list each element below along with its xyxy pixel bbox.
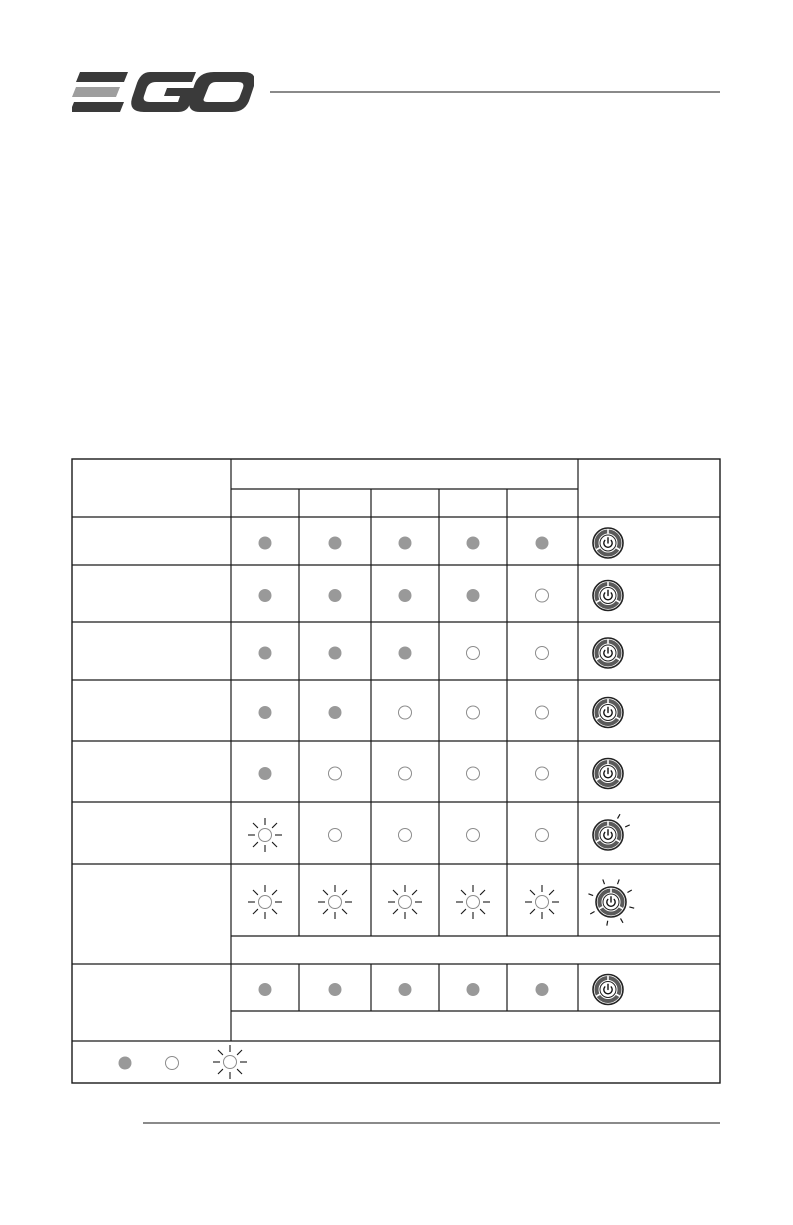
row-5-led-4-off-icon xyxy=(467,767,480,780)
row-2-led-3-on-icon xyxy=(399,589,412,602)
row-7-led-1-blink-icon xyxy=(248,885,282,919)
row-3-led-4-off-icon xyxy=(467,647,480,660)
row-7-led-3-blink-icon xyxy=(388,885,422,919)
row-5-power-button-icon xyxy=(593,759,623,789)
row-6-led-5-off-icon xyxy=(536,829,549,842)
row-6-led-3-off-icon xyxy=(399,829,412,842)
row-7-led-4-blink-icon xyxy=(456,885,490,919)
row-2-led-4-on-icon xyxy=(467,589,480,602)
footer-rule xyxy=(143,1122,720,1124)
row-4-power-button-icon xyxy=(593,698,623,728)
row-7-led-2-blink-icon xyxy=(318,885,352,919)
row-8-led-1-on-icon xyxy=(259,983,272,996)
row-3-led-5-off-icon xyxy=(536,647,549,660)
row-7-led-5-blink-icon xyxy=(525,885,559,919)
row-8-led-3-on-icon xyxy=(399,983,412,996)
row-3-led-1-on-icon xyxy=(259,647,272,660)
legend-led-blink-icon xyxy=(213,1045,247,1079)
row-5-led-5-off-icon xyxy=(536,767,549,780)
row-6-led-2-off-icon xyxy=(329,829,342,842)
row-2-led-1-on-icon xyxy=(259,589,272,602)
row-6-power-button-icon xyxy=(593,814,630,850)
row-8-power-button-icon xyxy=(593,975,623,1005)
row-6-led-4-off-icon xyxy=(467,829,480,842)
row-4-led-4-off-icon xyxy=(467,706,480,719)
row-6-led-1-blink-icon xyxy=(248,818,282,852)
row-1-led-2-on-icon xyxy=(329,537,342,550)
row-5-led-3-off-icon xyxy=(399,767,412,780)
row-7-power-button-icon xyxy=(588,879,634,925)
legend-led-off-icon xyxy=(166,1057,179,1070)
row-1-power-button-icon xyxy=(593,528,623,558)
row-4-led-2-on-icon xyxy=(329,706,342,719)
row-8-led-4-on-icon xyxy=(467,983,480,996)
row-4-led-5-off-icon xyxy=(536,706,549,719)
row-1-led-1-on-icon xyxy=(259,537,272,550)
row-8-led-5-on-icon xyxy=(536,983,549,996)
row-1-led-3-on-icon xyxy=(399,537,412,550)
row-5-led-2-off-icon xyxy=(329,767,342,780)
row-2-led-5-off-icon xyxy=(536,589,549,602)
row-3-power-button-icon xyxy=(593,638,623,668)
row-2-led-2-on-icon xyxy=(329,589,342,602)
row-4-led-1-on-icon xyxy=(259,706,272,719)
row-1-led-4-on-icon xyxy=(467,537,480,550)
legend-led-on-icon xyxy=(119,1057,132,1070)
row-3-led-3-on-icon xyxy=(399,647,412,660)
row-3-led-2-on-icon xyxy=(329,647,342,660)
row-5-led-1-on-icon xyxy=(259,767,272,780)
row-1-led-5-on-icon xyxy=(536,537,549,550)
row-8-led-2-on-icon xyxy=(329,983,342,996)
row-4-led-3-off-icon xyxy=(399,706,412,719)
row-2-power-button-icon xyxy=(593,581,623,611)
